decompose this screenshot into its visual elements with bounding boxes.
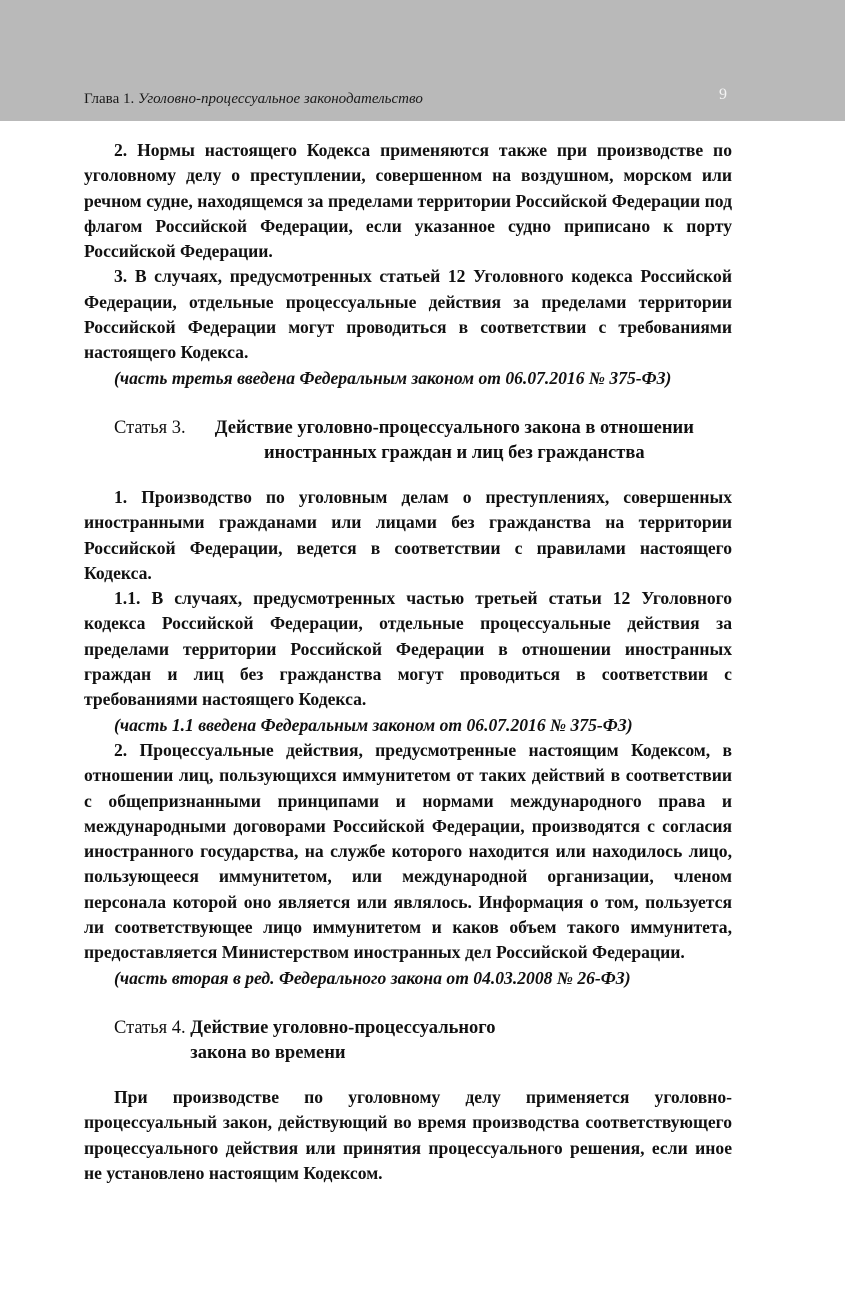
chapter-prefix: Глава 1. xyxy=(84,91,135,107)
article-title: Действие уголовно-процессуального закона в отношении иностранных граждан и лиц без гражданства xyxy=(214,417,694,464)
chapter-title: Уголовно-процессуальное законодательство xyxy=(137,91,423,107)
paragraph: 2. Процессуальные действия, предусмотренные настоящим Кодексом, в отношении лиц, пользующихся иммунитетом от таких действий в соответствии с общепризнанными принципами и нормами международного права и международными договорами Российской Федерации, производятся с согласия иностранного государства, на службе которого находится или находилось лицо, пользующееся иммунитетом, или международной организации, членом персонала которой оно является или являлось. Информация о том, пользуется ли соответствующее лицо иммунитетом и каков объем такого иммунитета, предоставляется Министерством иностранных дел Российской Федерации. xyxy=(84,739,732,963)
article-heading xyxy=(114,416,732,467)
chapter-heading xyxy=(84,91,423,108)
amendment-note: (часть 1.1 введена Федеральным законом от 06.07.2016 № 375-ФЗ) xyxy=(114,714,633,735)
article-label: Статья 4. xyxy=(114,1017,186,1038)
page-body xyxy=(84,138,732,1186)
article-label: Статья 3. xyxy=(114,417,186,438)
paragraph: 3. В случаях, предусмотренных статьей 12 Уголовного кодекса Российской Федерации, отдельные процессуальные действия за пределами территории Российской Федерации могут проводиться в соответствии с требованиями настоящего Кодекса. xyxy=(84,266,732,363)
paragraph: 2. Нормы настоящего Кодекса применяются также при производстве по уголовному делу о преступлении, совершенном на воздушном, морском или речном судне, находящемся за пределами территории Российской Федерации под флагом Российской Федерации, если указанное судно приписано к порту Российской Федерации. xyxy=(84,140,732,262)
running-header xyxy=(0,0,845,121)
article-title: Действие уголовно-процессуального закона во времени xyxy=(190,1017,496,1064)
amendment-note: (часть третья введена Федеральным законом от 06.07.2016 № 375-ФЗ) xyxy=(114,367,672,388)
paragraph: При производстве по уголовному делу применяется уголовно-процессуальный закон, действующий во время производства соответствующего процессуального действия или принятия процессуального решения, если иное не установлено настоящим Кодексом. xyxy=(84,1086,732,1183)
paragraph: 1. Производство по уголовным делам о преступлениях, совершенных иностранными гражданами или лицами без гражданства на территории Российской Федерации, ведется в соответствии с правилами настоящего Кодекса. xyxy=(84,486,732,583)
page-number: 9 xyxy=(719,86,727,103)
amendment-note: (часть вторая в ред. Федерального закона от 04.03.2008 № 26-ФЗ) xyxy=(114,967,631,988)
paragraph: 1.1. В случаях, предусмотренных частью третьей статьи 12 Уголовного кодекса Российской Федерации, отдельные процессуальные действия за пределами территории Российской Федерации в отношении иностранных граждан и лиц без гражданства могут проводиться в соответствии с требованиями настоящего Кодекса. xyxy=(84,588,732,710)
article-heading xyxy=(114,1016,732,1067)
